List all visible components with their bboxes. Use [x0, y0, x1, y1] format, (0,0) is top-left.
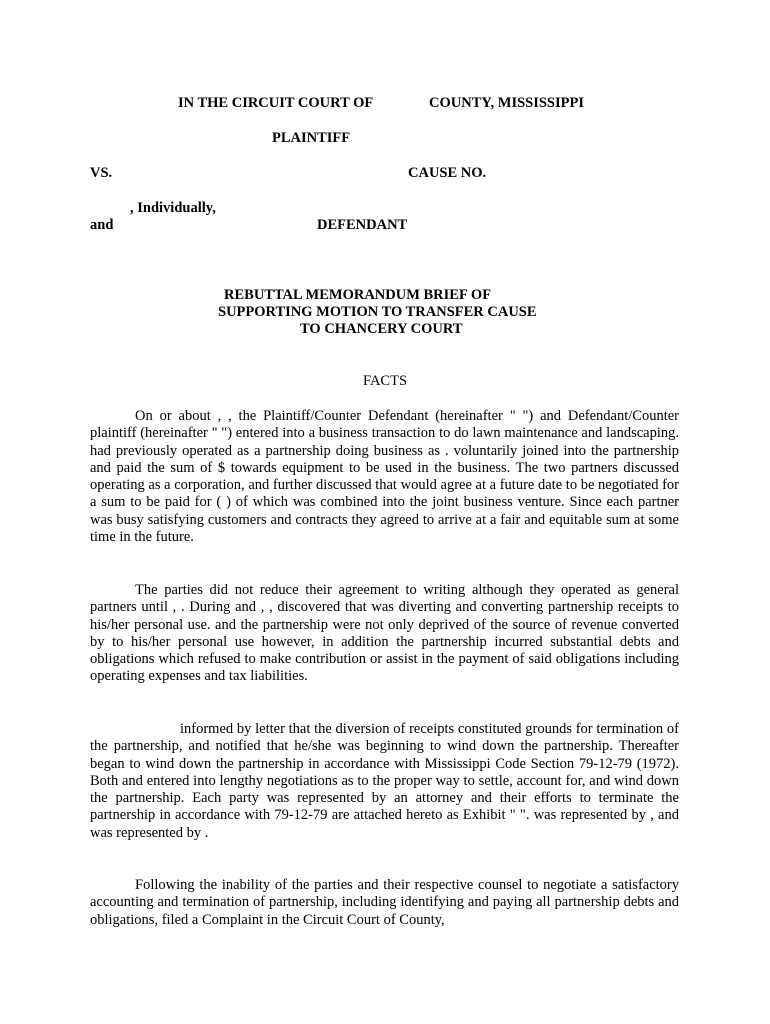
title-line-3: TO CHANCERY COURT [300, 321, 463, 337]
paragraph-1: On or about , , the Plaintiff/Counter Defendant (hereinafter " ") and Defendant/Counter plaintiff (hereinafter " ") entered into a business transaction to do lawn maintenance and landscaping. had previously operated as a partnership doing business as . voluntarily joined into the partnership and paid the sum of $ towards equipment to be used in the business. The two partners discussed operating as a corporation, and further discussed that would agree at a future date to be negotiated for a sum to be paid for ( ) of which was combined into the joint business venture. Since each partner was busy satisfying customers and contracts they agreed to arrive at a fair and equitable sum at some time in the future. [90, 408, 679, 546]
paragraph-3: informed by letter that the diversion of receipts constituted grounds for termination of the partnership, and notified that he/she was beginning to wind down the partnership. Thereafter began to wind down the partnership in accordance with Mississippi Code Section 79-12-79 (1972). Both and entered into lengthy negotiations as to the proper way to settle, account for, and wind down the partnership. Each party was represented by an attorney and their efforts to terminate the partnership in accordance with 79-12-79 are attached hereto as Exhibit " ". was represented by , and was represented by . [90, 721, 679, 841]
defendant-label: DEFENDANT [317, 217, 408, 233]
title-line-1: REBUTTAL MEMORANDUM BRIEF OF [224, 287, 492, 303]
and-label: and [90, 217, 114, 233]
title-line-2: SUPPORTING MOTION TO TRANSFER CAUSE [218, 304, 537, 320]
facts-heading: FACTS [362, 373, 408, 389]
plaintiff-label: PLAINTIFF [272, 130, 351, 146]
court-name-left: IN THE CIRCUIT COURT OF [178, 95, 374, 111]
versus-label: VS. [90, 165, 113, 181]
cause-number-label: CAUSE NO. [408, 165, 487, 181]
individually-label: , Individually, [130, 200, 216, 216]
paragraph-2: The parties did not reduce their agreement to writing although they operated as general partners until , . During and , , discovered that was diverting and converting partnership receipts to his/her personal use. and the partnership were not only deprived of the source of revenue converted by to his/her personal use however, in addition the partnership incurred substantial debts and obligations which refused to make contribution or assist in the payment of said obligations including operating expenses and tax liabilities. [90, 582, 679, 685]
court-county-right: COUNTY, MISSISSIPPI [429, 95, 584, 111]
paragraph-4: Following the inability of the parties and their respective counsel to negotiate a satisfactory accounting and termination of partnership, including identifying and paying all partnership debts and obligations, filed a Complaint in the Circuit Court of County, [90, 877, 679, 928]
